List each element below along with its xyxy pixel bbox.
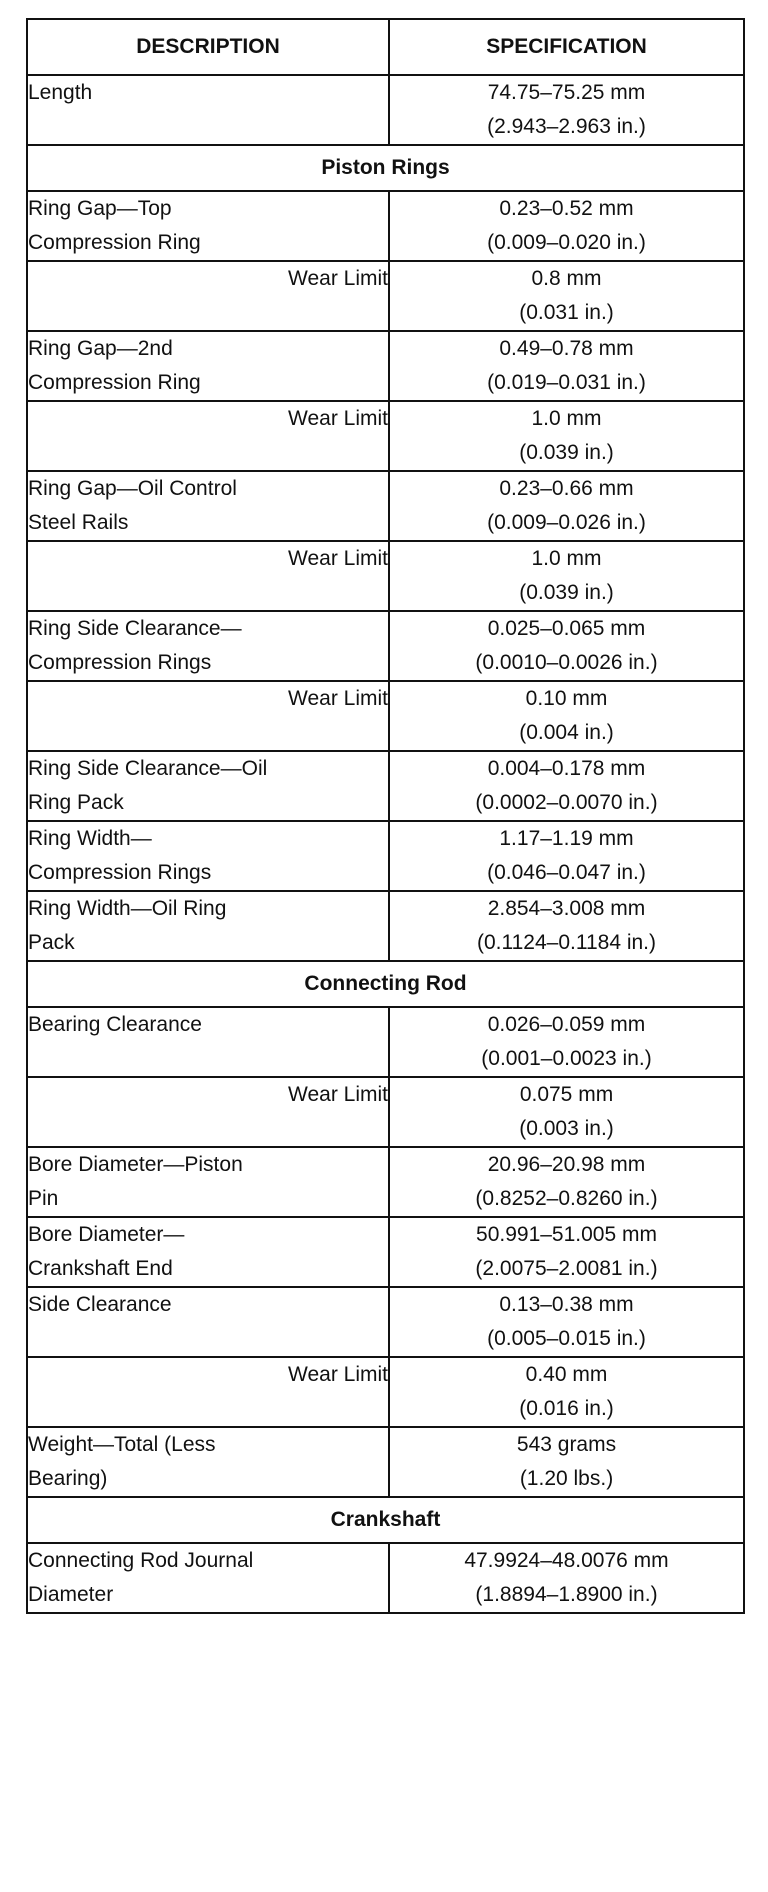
wear-limit-label bbox=[27, 1357, 389, 1427]
spec-imperial: (1.8894–1.8900 in.) bbox=[475, 1583, 658, 1606]
row-description bbox=[27, 1427, 389, 1497]
row-description bbox=[27, 1007, 389, 1077]
description-line: Compression Ring bbox=[28, 231, 201, 254]
description-line: Ring Pack bbox=[28, 791, 124, 814]
row-specification bbox=[389, 331, 744, 401]
spec-row bbox=[27, 1287, 744, 1357]
row-specification bbox=[389, 1287, 744, 1357]
spec-imperial: (0.039 in.) bbox=[519, 441, 614, 464]
section-title: Crankshaft bbox=[27, 1497, 744, 1543]
spec-metric: 1.0 mm bbox=[531, 547, 602, 570]
spec-row bbox=[27, 821, 744, 891]
description-line: Bore Diameter—Piston bbox=[28, 1153, 243, 1176]
row-specification bbox=[389, 541, 744, 611]
spec-imperial: (0.004 in.) bbox=[519, 721, 614, 744]
spec-metric: 0.075 mm bbox=[519, 1083, 614, 1106]
wear-limit-label bbox=[27, 1077, 389, 1147]
spec-imperial: (2.943–2.963 in.) bbox=[487, 115, 646, 138]
row-description bbox=[27, 1147, 389, 1217]
row-specification bbox=[389, 1147, 744, 1217]
row-description bbox=[27, 611, 389, 681]
row-description bbox=[27, 821, 389, 891]
description-line: Side Clearance bbox=[28, 1293, 172, 1316]
wear-limit-label bbox=[27, 261, 389, 331]
row-description bbox=[27, 191, 389, 261]
description-line: Pin bbox=[28, 1187, 59, 1210]
row-specification bbox=[389, 75, 744, 145]
description-line: Ring Width— bbox=[28, 827, 152, 850]
spec-metric: 0.40 mm bbox=[525, 1363, 608, 1386]
spec-imperial: (0.001–0.0023 in.) bbox=[481, 1047, 652, 1070]
wear-limit-label bbox=[27, 681, 389, 751]
description-line: Compression Ring bbox=[28, 371, 201, 394]
description-line: Ring Gap—2nd bbox=[28, 337, 173, 360]
spec-row bbox=[27, 1217, 744, 1287]
spec-imperial: (0.005–0.015 in.) bbox=[487, 1327, 646, 1350]
spec-metric: 2.854–3.008 mm bbox=[487, 897, 646, 920]
wear-limit-label bbox=[27, 401, 389, 471]
spec-metric: 74.75–75.25 mm bbox=[487, 81, 646, 104]
spec-imperial: (0.0002–0.0070 in.) bbox=[475, 791, 658, 814]
row-specification bbox=[389, 821, 744, 891]
description-line: Wear Limit bbox=[288, 1363, 388, 1386]
spec-metric: 47.9924–48.0076 mm bbox=[464, 1549, 669, 1572]
description-line: Bearing) bbox=[28, 1467, 108, 1490]
description-line: Crankshaft End bbox=[28, 1257, 173, 1280]
spec-imperial: (0.009–0.026 in.) bbox=[487, 511, 646, 534]
spec-metric: 0.23–0.52 mm bbox=[499, 197, 634, 220]
spec-row bbox=[27, 75, 744, 145]
spec-row bbox=[27, 1147, 744, 1217]
spec-table bbox=[26, 18, 745, 1614]
section-title: Piston Rings bbox=[27, 145, 744, 191]
spec-metric: 0.026–0.059 mm bbox=[487, 1013, 646, 1036]
spec-imperial: (0.031 in.) bbox=[519, 301, 614, 324]
spec-imperial: (0.016 in.) bbox=[519, 1397, 614, 1420]
row-specification bbox=[389, 611, 744, 681]
description-line: Bearing Clearance bbox=[28, 1013, 202, 1036]
spec-row bbox=[27, 471, 744, 541]
spec-imperial: (0.0010–0.0026 in.) bbox=[475, 651, 658, 674]
wear-limit-row bbox=[27, 1077, 744, 1147]
row-description bbox=[27, 75, 389, 145]
row-specification bbox=[389, 1543, 744, 1613]
row-description bbox=[27, 331, 389, 401]
section-row bbox=[27, 1497, 744, 1543]
row-description bbox=[27, 891, 389, 961]
row-description bbox=[27, 471, 389, 541]
row-specification bbox=[389, 681, 744, 751]
row-specification bbox=[389, 191, 744, 261]
spec-imperial: (0.039 in.) bbox=[519, 581, 614, 604]
description-line: Ring Gap—Top bbox=[28, 197, 172, 220]
header-row bbox=[27, 19, 744, 75]
spec-imperial: (0.1124–0.1184 in.) bbox=[476, 931, 657, 954]
spec-metric: 1.17–1.19 mm bbox=[499, 827, 634, 850]
description-line: Wear Limit bbox=[288, 267, 388, 290]
row-description bbox=[27, 1287, 389, 1357]
description-line: Ring Side Clearance—Oil bbox=[28, 757, 268, 780]
description-line: Ring Width—Oil Ring bbox=[28, 897, 227, 920]
description-line: Bore Diameter— bbox=[28, 1223, 185, 1246]
spec-imperial: (0.009–0.020 in.) bbox=[487, 231, 646, 254]
wear-limit-row bbox=[27, 541, 744, 611]
row-specification bbox=[389, 1357, 744, 1427]
spec-imperial: (0.8252–0.8260 in.) bbox=[475, 1187, 658, 1210]
spec-metric: 0.49–0.78 mm bbox=[499, 337, 634, 360]
row-specification bbox=[389, 471, 744, 541]
description-line: Compression Rings bbox=[28, 861, 212, 884]
description-line: Wear Limit bbox=[288, 547, 388, 570]
row-specification bbox=[389, 1427, 744, 1497]
header-specification: SPECIFICATION bbox=[389, 19, 744, 75]
row-specification bbox=[389, 401, 744, 471]
spec-row bbox=[27, 1427, 744, 1497]
row-description bbox=[27, 751, 389, 821]
description-line: Weight—Total (Less bbox=[28, 1433, 216, 1456]
spec-metric: 543 grams bbox=[516, 1433, 617, 1456]
wear-limit-row bbox=[27, 681, 744, 751]
spec-imperial: (0.046–0.047 in.) bbox=[487, 861, 646, 884]
spec-imperial: (0.019–0.031 in.) bbox=[487, 371, 646, 394]
description-line: Length bbox=[28, 81, 93, 104]
spec-metric: 1.0 mm bbox=[531, 407, 602, 430]
wear-limit-row bbox=[27, 1357, 744, 1427]
spec-row bbox=[27, 891, 744, 961]
row-specification bbox=[389, 1217, 744, 1287]
spec-row bbox=[27, 1007, 744, 1077]
spec-row bbox=[27, 1543, 744, 1613]
spec-imperial: (1.20 lbs.) bbox=[519, 1467, 614, 1490]
wear-limit-row bbox=[27, 261, 744, 331]
spec-metric: 0.004–0.178 mm bbox=[487, 757, 646, 780]
row-specification bbox=[389, 1007, 744, 1077]
description-line: Ring Side Clearance— bbox=[28, 617, 242, 640]
description-line: Steel Rails bbox=[28, 511, 129, 534]
description-line: Compression Rings bbox=[28, 651, 212, 674]
section-title: Connecting Rod bbox=[27, 961, 744, 1007]
spec-metric: 50.991–51.005 mm bbox=[476, 1223, 657, 1246]
row-description bbox=[27, 1217, 389, 1287]
section-row bbox=[27, 961, 744, 1007]
row-specification bbox=[389, 1077, 744, 1147]
description-line: Wear Limit bbox=[288, 1083, 388, 1106]
spec-metric: 0.23–0.66 mm bbox=[499, 477, 634, 500]
description-line: Wear Limit bbox=[288, 407, 388, 430]
row-description bbox=[27, 1543, 389, 1613]
description-line: Ring Gap—Oil Control bbox=[28, 477, 237, 500]
spec-metric: 0.025–0.065 mm bbox=[487, 617, 646, 640]
section-row bbox=[27, 145, 744, 191]
header-description: DESCRIPTION bbox=[27, 19, 389, 75]
wear-limit-row bbox=[27, 401, 744, 471]
spec-metric: 0.13–0.38 mm bbox=[499, 1293, 634, 1316]
row-specification bbox=[389, 751, 744, 821]
spec-row bbox=[27, 191, 744, 261]
spec-row bbox=[27, 751, 744, 821]
spec-metric: 20.96–20.98 mm bbox=[487, 1153, 646, 1176]
spec-imperial: (2.0075–2.0081 in.) bbox=[475, 1257, 658, 1280]
spec-imperial: (0.003 in.) bbox=[519, 1117, 614, 1140]
row-specification bbox=[389, 261, 744, 331]
spec-row bbox=[27, 331, 744, 401]
description-line: Wear Limit bbox=[288, 687, 388, 710]
description-line: Connecting Rod Journal bbox=[28, 1549, 254, 1572]
description-line: Diameter bbox=[28, 1583, 114, 1606]
spec-metric: 0.10 mm bbox=[525, 687, 608, 710]
row-specification bbox=[389, 891, 744, 961]
spec-row bbox=[27, 611, 744, 681]
wear-limit-label bbox=[27, 541, 389, 611]
description-line: Pack bbox=[28, 931, 75, 954]
spec-metric: 0.8 mm bbox=[531, 267, 602, 290]
spec-body bbox=[27, 75, 744, 1613]
